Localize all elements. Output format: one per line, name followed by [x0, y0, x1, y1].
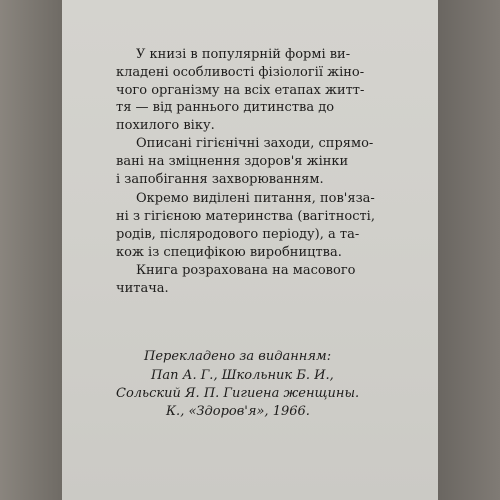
- paragraph-1-line-1: У книзі в популярній формі ви-: [136, 47, 351, 62]
- paragraph-3-line-1: Окремо виділені питання, пов'яза-: [136, 191, 375, 206]
- translation-note-line-4: К., «Здоров'я», 1966.: [166, 404, 310, 419]
- paragraph-1-line-5: похилого віку.: [116, 118, 215, 133]
- paragraph-3-line-2: ні з гігієною материнства (вагітності,: [116, 209, 375, 224]
- paragraph-3-line-4: кож із специфікою виробництва.: [116, 245, 342, 260]
- paragraph-2-line-1: Описані гігієнічні заходи, спрямо-: [136, 136, 374, 151]
- right-shadow: [438, 0, 500, 500]
- translation-note-line-1: Перекладено за виданням:: [144, 349, 332, 364]
- paragraph-4-line-2: читача.: [116, 281, 169, 296]
- translation-note-line-3: Сольский Я. П. Гигиена женщины.: [116, 386, 360, 401]
- paragraph-1-line-4: тя — від раннього дитинства до: [116, 100, 335, 115]
- paragraph-1-line-3: чого організму на всіх етапах житт-: [116, 83, 365, 98]
- left-shadow: [0, 0, 62, 500]
- paragraph-2-line-2: вані на зміцнення здоров'я жінки: [116, 154, 349, 169]
- paragraph-2-line-3: і запобігання захворюванням.: [116, 172, 324, 187]
- paragraph-3-line-3: родів, післяродового періоду), а та-: [116, 227, 360, 242]
- translation-note-line-2: Пап А. Г., Школьник Б. И.,: [151, 368, 334, 383]
- paragraph-1-line-2: кладені особливості фізіології жіно-: [116, 65, 365, 80]
- paragraph-4-line-1: Книга розрахована на масового: [136, 263, 356, 278]
